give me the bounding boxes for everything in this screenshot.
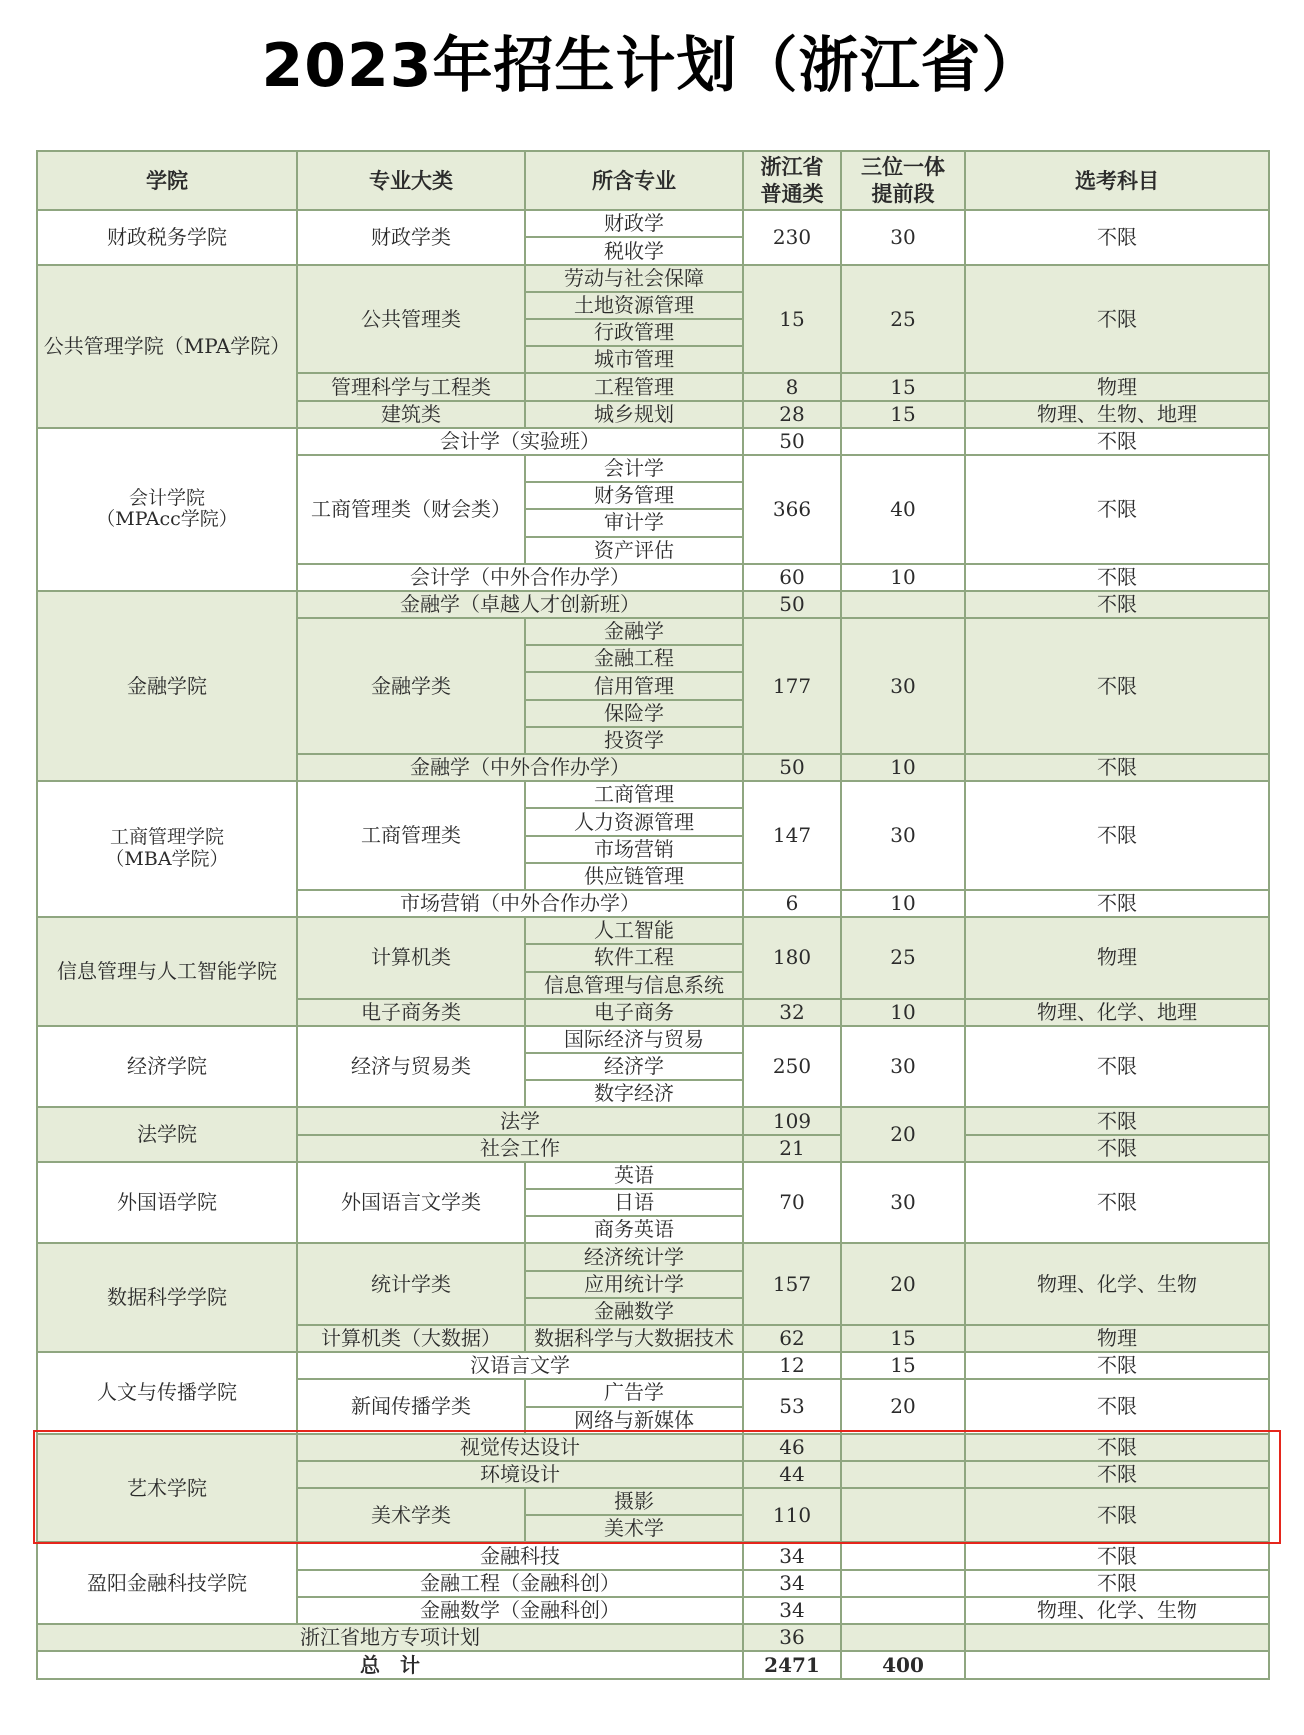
three-in-one-count: 40 [841,455,965,564]
college-cell: 法学院 [37,1107,297,1161]
category-cell: 金融学（中外合作办学） [297,754,743,781]
table-row [37,917,1269,944]
subjects-cell: 不限 [965,618,1269,754]
college-cell: 艺术学院 [37,1434,297,1543]
major-cell: 金融工程 [525,645,743,672]
header-subjects: 选考科目 [965,151,1269,210]
subjects-cell: 不限 [965,1570,1269,1597]
table-row [37,428,1269,455]
major-cell: 供应链管理 [525,863,743,890]
zhejiang-count: 53 [743,1379,841,1433]
zhejiang-count: 21 [743,1135,841,1162]
subjects-cell: 不限 [965,890,1269,917]
header-three-in-one [841,151,965,210]
college-name-line2: （MBA学院） [105,848,229,871]
category-cell: 会计学（实验班） [297,428,743,455]
college-cell: 经济学院 [37,1026,297,1108]
three-in-one-count [841,1461,965,1488]
category-cell: 建筑类 [297,401,525,428]
category-cell: 计算机类（大数据） [297,1325,525,1352]
three-in-one-count [841,1542,965,1569]
subjects-cell: 不限 [965,591,1269,618]
category-cell: 美术学类 [297,1488,525,1542]
major-cell: 劳动与社会保障 [525,265,743,292]
category-cell: 财政学类 [297,210,525,264]
zhejiang-count: 230 [743,210,841,264]
zhejiang-count: 36 [743,1624,841,1651]
major-cell: 软件工程 [525,944,743,971]
college-cell: 外国语学院 [37,1162,297,1244]
major-cell: 资产评估 [525,537,743,564]
college-cell [37,781,297,917]
college-cell: 数据科学学院 [37,1243,297,1352]
subjects-cell: 不限 [965,754,1269,781]
header-zhejiang-top: 浙江省 [760,154,824,180]
category-cell: 电子商务类 [297,999,525,1026]
three-in-one-count [841,1570,965,1597]
three-in-one-count: 20 [841,1107,965,1161]
major-cell: 投资学 [525,727,743,754]
table-header-row [37,151,1269,210]
zhejiang-count: 15 [743,265,841,374]
zhejiang-count: 366 [743,455,841,564]
college-cell: 人文与传播学院 [37,1352,297,1434]
three-in-one-count: 20 [841,1379,965,1433]
major-cell: 土地资源管理 [525,292,743,319]
category-cell: 外国语言文学类 [297,1162,525,1244]
major-cell: 城乡规划 [525,401,743,428]
header-three-bottom: 提前段 [871,180,935,206]
major-cell: 人力资源管理 [525,808,743,835]
subjects-cell: 不限 [965,1026,1269,1108]
major-cell: 美术学 [525,1515,743,1542]
subjects-cell: 不限 [965,428,1269,455]
subjects-cell: 不限 [965,1488,1269,1542]
zhejiang-count: 50 [743,754,841,781]
category-cell: 视觉传达设计 [297,1434,743,1461]
category-cell: 金融数学（金融科创） [297,1597,743,1624]
three-in-one-count: 10 [841,564,965,591]
zhejiang-count: 34 [743,1542,841,1569]
category-cell: 法学 [297,1107,743,1134]
major-cell: 财务管理 [525,482,743,509]
special-plan-label: 浙江省地方专项计划 [37,1624,743,1651]
subjects-cell: 不限 [965,1107,1269,1134]
zhejiang-count: 12 [743,1352,841,1379]
major-cell: 国际经济与贸易 [525,1026,743,1053]
category-cell: 统计学类 [297,1243,525,1325]
major-cell: 信用管理 [525,672,743,699]
zhejiang-count: 180 [743,917,841,999]
zhejiang-count: 34 [743,1597,841,1624]
zhejiang-count: 50 [743,591,841,618]
table-row [37,1162,1269,1189]
subjects-cell: 物理 [965,373,1269,400]
category-cell: 环境设计 [297,1461,743,1488]
total-three-in-one: 400 [841,1651,965,1679]
table-row [37,1243,1269,1270]
subjects-cell: 不限 [965,265,1269,374]
zhejiang-count: 147 [743,781,841,890]
category-cell: 市场营销（中外合作办学） [297,890,743,917]
subjects-cell: 不限 [965,455,1269,564]
major-cell: 城市管理 [525,346,743,373]
category-cell: 管理科学与工程类 [297,373,525,400]
three-in-one-count: 30 [841,1162,965,1244]
zhejiang-count: 46 [743,1434,841,1461]
three-in-one-count: 15 [841,401,965,428]
category-cell: 工商管理类（财会类） [297,455,525,564]
major-cell: 会计学 [525,455,743,482]
subjects-cell: 物理、化学、地理 [965,999,1269,1026]
category-cell: 社会工作 [297,1135,743,1162]
table-row [37,1624,1269,1651]
major-cell: 信息管理与信息系统 [525,972,743,999]
three-in-one-count [841,1488,965,1542]
subjects-cell: 物理、生物、地理 [965,401,1269,428]
three-in-one-count [841,428,965,455]
major-cell: 应用统计学 [525,1271,743,1298]
total-row [37,1651,1269,1679]
zhejiang-count: 70 [743,1162,841,1244]
college-cell: 盈阳金融科技学院 [37,1542,297,1624]
three-in-one-count: 25 [841,917,965,999]
subjects-cell [965,1624,1269,1651]
subjects-cell: 不限 [965,1434,1269,1461]
three-in-one-count: 15 [841,1352,965,1379]
major-cell: 电子商务 [525,999,743,1026]
category-cell: 金融科技 [297,1542,743,1569]
major-cell: 经济统计学 [525,1243,743,1270]
zhejiang-count: 8 [743,373,841,400]
major-cell: 商务英语 [525,1216,743,1243]
subjects-cell: 不限 [965,781,1269,890]
header-zhejiang-general [743,151,841,210]
three-in-one-count [841,591,965,618]
zhejiang-count: 250 [743,1026,841,1108]
three-in-one-count [841,1597,965,1624]
zhejiang-count: 44 [743,1461,841,1488]
header-zhejiang-bottom: 普通类 [760,180,824,206]
category-cell: 计算机类 [297,917,525,999]
enrollment-plan-table [36,150,1270,1680]
table-row [37,591,1269,618]
major-cell: 经济学 [525,1053,743,1080]
total-label: 总 计 [37,1651,743,1679]
subjects-cell: 不限 [965,1379,1269,1433]
category-cell: 汉语言文学 [297,1352,743,1379]
header-three-top: 三位一体 [861,154,945,180]
category-cell: 工商管理类 [297,781,525,890]
table-row [37,210,1269,237]
major-cell: 税收学 [525,237,743,264]
subjects-cell [965,1651,1269,1679]
page-title: 2023年招生计划（浙江省） [261,31,1043,101]
major-cell: 金融学 [525,618,743,645]
subjects-cell: 不限 [965,210,1269,264]
category-cell: 经济与贸易类 [297,1026,525,1108]
three-in-one-count: 10 [841,999,965,1026]
category-cell: 公共管理类 [297,265,525,374]
subjects-cell: 物理、化学、生物 [965,1597,1269,1624]
table-row [37,265,1269,292]
major-cell: 审计学 [525,509,743,536]
zhejiang-count: 32 [743,999,841,1026]
table-row [37,1107,1269,1134]
major-cell: 工商管理 [525,781,743,808]
major-cell: 金融数学 [525,1298,743,1325]
three-in-one-count [841,1624,965,1651]
category-cell: 会计学（中外合作办学） [297,564,743,591]
major-cell: 日语 [525,1189,743,1216]
three-in-one-count: 30 [841,618,965,754]
subjects-cell: 不限 [965,1162,1269,1244]
table-row [37,781,1269,808]
college-cell: 公共管理学院（MPA学院） [37,265,297,428]
major-cell: 行政管理 [525,319,743,346]
table-row [37,1542,1269,1569]
college-cell: 财政税务学院 [37,210,297,264]
college-cell: 金融学院 [37,591,297,781]
three-in-one-count: 30 [841,210,965,264]
three-in-one-count: 20 [841,1243,965,1325]
college-name-line1: 工商管理学院 [109,826,224,849]
category-cell: 金融工程（金融科创） [297,1570,743,1597]
zhejiang-count: 60 [743,564,841,591]
major-cell: 数字经济 [525,1080,743,1107]
major-cell: 市场营销 [525,836,743,863]
three-in-one-count: 10 [841,890,965,917]
three-in-one-count: 10 [841,754,965,781]
zhejiang-count: 6 [743,890,841,917]
subjects-cell: 不限 [965,1542,1269,1569]
major-cell: 保险学 [525,700,743,727]
header-majors: 所含专业 [525,151,743,210]
table-row [37,1352,1269,1379]
zhejiang-count: 34 [743,1570,841,1597]
college-cell: 信息管理与人工智能学院 [37,917,297,1026]
major-cell: 数据科学与大数据技术 [525,1325,743,1352]
subjects-cell: 不限 [965,1135,1269,1162]
category-cell: 金融学类 [297,618,525,754]
major-cell: 网络与新媒体 [525,1407,743,1434]
category-cell: 金融学（卓越人才创新班） [297,591,743,618]
subjects-cell: 不限 [965,1461,1269,1488]
zhejiang-count: 157 [743,1243,841,1325]
subjects-cell: 不限 [965,1352,1269,1379]
three-in-one-count: 30 [841,1026,965,1108]
major-cell: 摄影 [525,1488,743,1515]
table-row [37,1026,1269,1053]
zhejiang-count: 50 [743,428,841,455]
header-major-category: 专业大类 [297,151,525,210]
three-in-one-count: 25 [841,265,965,374]
zhejiang-count: 62 [743,1325,841,1352]
major-cell: 广告学 [525,1379,743,1406]
category-cell: 新闻传播学类 [297,1379,525,1433]
three-in-one-count: 15 [841,373,965,400]
college-name-line2: （MPAcc学院） [96,508,238,531]
subjects-cell: 物理 [965,1325,1269,1352]
header-college: 学院 [37,151,297,210]
three-in-one-count: 30 [841,781,965,890]
zhejiang-count: 177 [743,618,841,754]
major-cell: 英语 [525,1162,743,1189]
zhejiang-count: 110 [743,1488,841,1542]
total-zhejiang: 2471 [743,1651,841,1679]
zhejiang-count: 109 [743,1107,841,1134]
three-in-one-count [841,1434,965,1461]
subjects-cell: 物理、化学、生物 [965,1243,1269,1325]
zhejiang-count: 28 [743,401,841,428]
three-in-one-count: 15 [841,1325,965,1352]
major-cell: 人工智能 [525,917,743,944]
major-cell: 财政学 [525,210,743,237]
college-cell [37,428,297,591]
college-name-line1: 会计学院 [128,486,205,509]
table-row [37,1434,1269,1461]
subjects-cell: 不限 [965,564,1269,591]
subjects-cell: 物理 [965,917,1269,999]
major-cell: 工程管理 [525,373,743,400]
